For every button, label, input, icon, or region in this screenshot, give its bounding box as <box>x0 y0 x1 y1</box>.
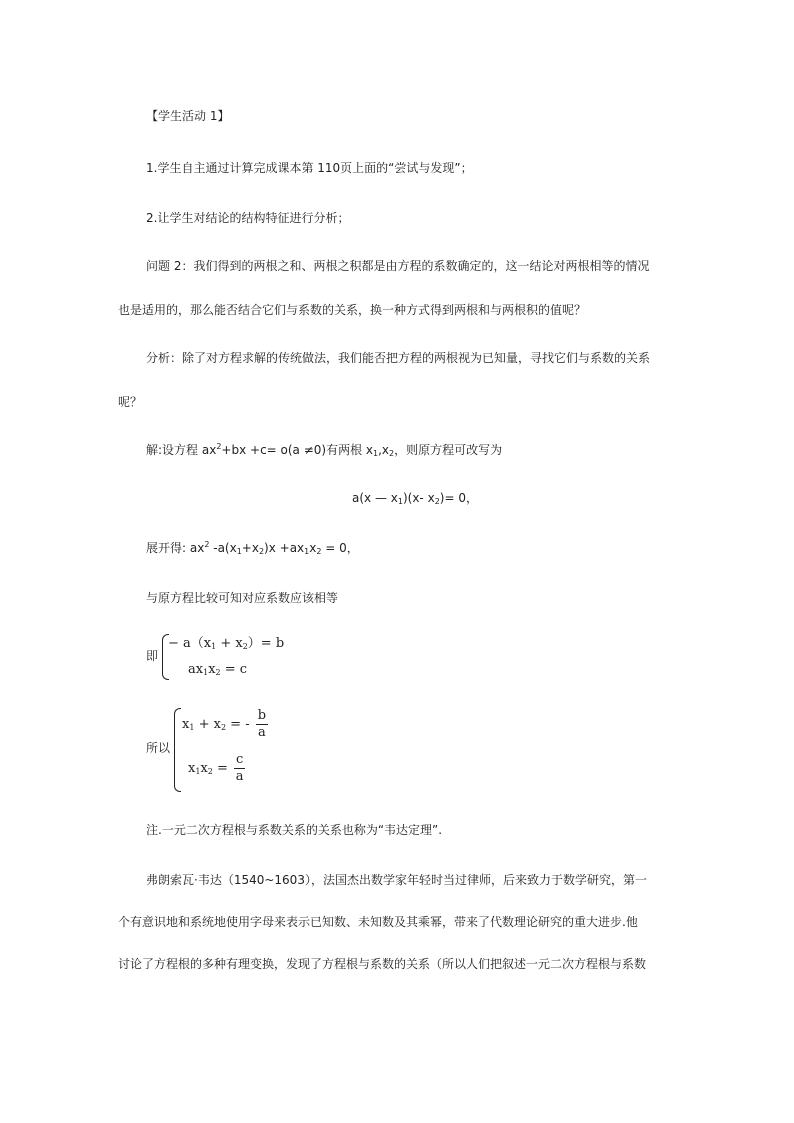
compare-line: 与原方程比较可知对应系数应该相等 <box>146 591 339 605</box>
fraction-b-over-a: $\frac{b}{a}$ <box>257 708 267 740</box>
expanded-equation: 展开得: $ax^2$ $-a(x_1+x_2)x +ax_1x_2 = 0$， <box>146 540 359 556</box>
vieta-line-1: 弗朗索瓦·韦达（1540~1603），法国杰出数学家年轻时当过律师，后来致力于数学研究，第一 <box>146 873 647 887</box>
question-2-line-1: 问题 2：我们得到的两根之和、两根之积都是由方程的系数确定的，这一结论对两根相等的情况 <box>146 259 650 273</box>
system-1-eq-2: $ax_1x_2 = c$ <box>188 662 248 677</box>
step-1: 1.学生自主通过计算完成课本第 110页上面的“尝试与发现”； <box>146 161 473 175</box>
solution-line: 解:设方程 $ax^2+bx +c= o(a \ne 0)$有两根 $x_1,x_2$，则原方程可改写为 <box>146 442 503 458</box>
system-2-label: 所以 <box>146 741 171 755</box>
fraction-c-over-a: $\frac{c}{a}$ <box>235 752 244 784</box>
analysis-line-1: 分析：除了对方程求解的传统做法，我们能否把方程的两根视为已知量，寻找它们与系数的关系 <box>146 351 651 365</box>
system-2-eq-2: $x_1x_2$ = $\frac{c}{a}$ <box>188 752 244 784</box>
step-2: 2.让学生对结论的结构特征进行分析； <box>146 211 350 225</box>
factored-equation: a(x — $x_1)(x-$ $x_2)= 0$， <box>352 491 478 506</box>
activity-heading: 【学生活动 1】 <box>146 109 230 123</box>
question-2-line-2: 也是适用的，那么能否结合它们与系数的关系，换一种方式得到两根和与两根积的值呢？ <box>118 303 587 317</box>
vieta-line-2: 个有意识地和系统地使用字母来表示已知数、未知数及其乘幂，带来了代数理论研究的重大进步.他 <box>118 915 638 929</box>
analysis-line-2: 呢？ <box>118 395 143 409</box>
system-1-label: 即 <box>146 649 159 663</box>
system-1-eq-1: − $a(x_1 + x_2)= b$ <box>168 636 285 651</box>
vieta-line-3: 讨论了方程根的多种有理变换，发现了方程根与系数的关系（所以人们把叙述一元二次方程根与系数 <box>118 957 647 971</box>
system-2-eq-1: $x_1 + x_2$ = - $\frac{b}{a}$ <box>182 708 267 740</box>
note-line: 注.一元二次方程根与系数关系的关系也称为“韦达定理”. <box>146 823 443 837</box>
system-2-brace <box>174 708 181 792</box>
